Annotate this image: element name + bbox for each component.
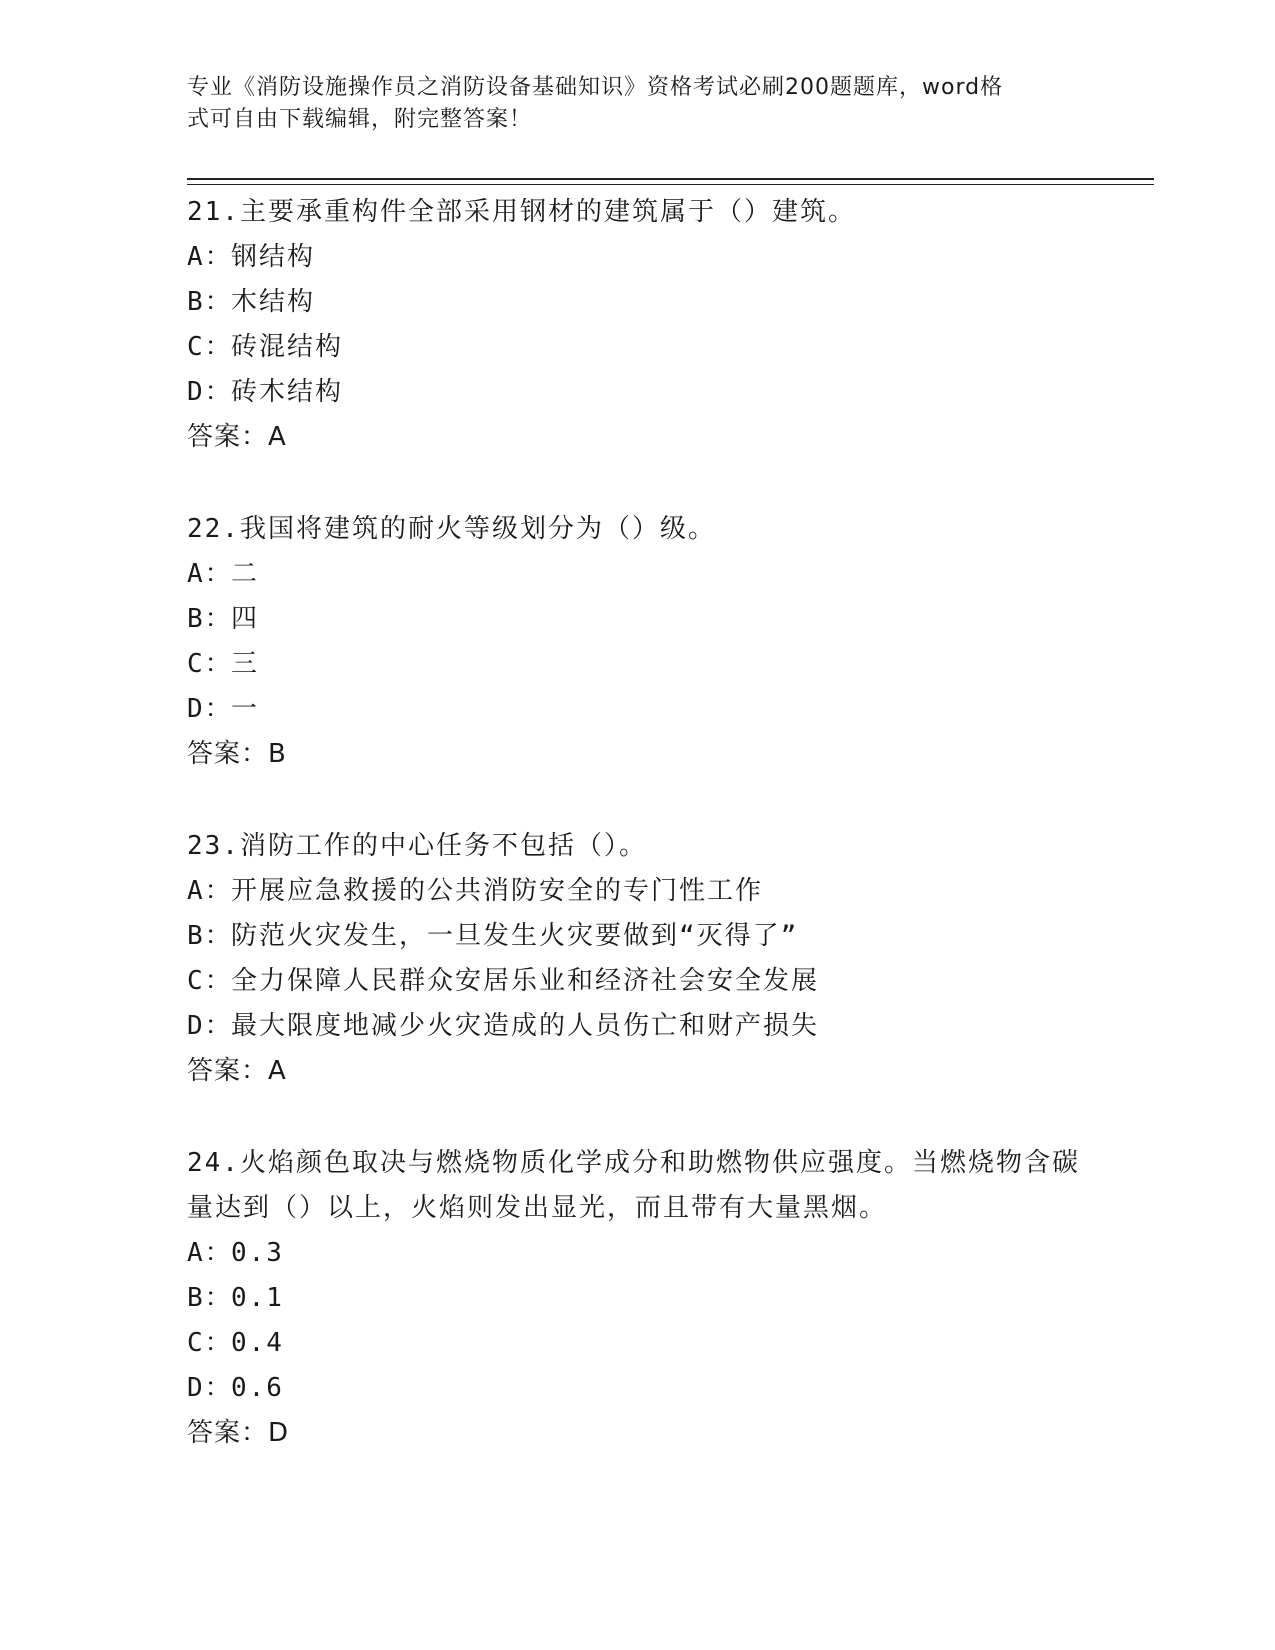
- option-a: [187, 235, 1087, 280]
- option-key: B：: [187, 921, 233, 951]
- question-23: [187, 824, 1087, 1094]
- question-22: [187, 507, 1087, 777]
- question-21: [187, 190, 1087, 460]
- option-key: A：: [187, 242, 233, 272]
- option-key: D：: [187, 377, 233, 407]
- option-c: [187, 642, 1087, 687]
- question-stem: 21.主要承重构件全部采用钢材的建筑属于（）建筑。: [187, 197, 856, 227]
- option-key: B：: [187, 604, 233, 634]
- option-key: D：: [187, 694, 233, 724]
- option-c: [187, 1321, 1087, 1366]
- answer-line: 答案：A: [187, 1056, 287, 1086]
- option-a: [187, 869, 1087, 914]
- option-d: [187, 1004, 1087, 1049]
- option-text: 0.6: [231, 1373, 284, 1403]
- option-d: [187, 1366, 1087, 1411]
- question-list: [187, 190, 1087, 1503]
- option-text: 全力保障人民群众安居乐业和经济社会安全发展: [231, 966, 820, 996]
- option-a: [187, 552, 1087, 597]
- document-header: [187, 72, 1087, 136]
- question-stem: 22.我国将建筑的耐火等级划分为（）级。: [187, 514, 716, 544]
- option-c: [187, 325, 1087, 370]
- option-key: A：: [187, 876, 233, 906]
- option-text: 防范火灾发生，一旦发生火灾要做到“灭得了”: [231, 921, 799, 951]
- option-text: 一: [231, 694, 260, 724]
- option-b: [187, 914, 1087, 959]
- option-text: 钢结构: [231, 242, 316, 272]
- option-text: 0.1: [231, 1283, 284, 1313]
- option-text: 四: [231, 604, 260, 634]
- question-stem: 23.消防工作的中心任务不包括（）。: [187, 831, 647, 861]
- option-text: 木结构: [231, 287, 316, 317]
- answer-line: 答案：A: [187, 422, 287, 452]
- answer-line: 答案：B: [187, 739, 287, 769]
- question-24: [187, 1141, 1087, 1456]
- option-text: 0.3: [231, 1238, 284, 1268]
- option-key: D：: [187, 1011, 233, 1041]
- option-text: 二: [231, 559, 260, 589]
- option-b: [187, 1276, 1087, 1321]
- header-line-2: 式可自由下载编辑，附完整答案！: [187, 107, 533, 132]
- option-d: [187, 370, 1087, 415]
- option-key: C：: [187, 1328, 233, 1358]
- option-text: 0.4: [231, 1328, 284, 1358]
- option-key: C：: [187, 332, 233, 362]
- option-text: 砖木结构: [231, 377, 344, 407]
- option-text: 最大限度地减少火灾造成的人员伤亡和财产损失: [231, 1011, 820, 1041]
- answer-line: 答案：D: [187, 1418, 290, 1448]
- question-stem: 24.火焰颜色取决与燃烧物质化学成分和助燃物供应强度。当燃烧物含碳量达到（）以上，火焰则发出显光，而且带有大量黑烟。: [187, 1148, 1080, 1223]
- option-b: [187, 280, 1087, 325]
- option-key: A：: [187, 1238, 233, 1268]
- option-text: 三: [231, 649, 260, 679]
- option-key: C：: [187, 649, 233, 679]
- option-text: 砖混结构: [231, 332, 344, 362]
- option-key: B：: [187, 1283, 233, 1313]
- option-c: [187, 959, 1087, 1004]
- option-key: A：: [187, 559, 233, 589]
- option-a: [187, 1231, 1087, 1276]
- option-d: [187, 687, 1087, 732]
- option-key: C：: [187, 966, 233, 996]
- header-line-1: 专业《消防设施操作员之消防设备基础知识》资格考试必刷200题题库，word格: [187, 75, 1004, 100]
- option-key: B：: [187, 287, 233, 317]
- option-key: D：: [187, 1373, 233, 1403]
- option-b: [187, 597, 1087, 642]
- header-divider: [187, 178, 1154, 185]
- option-text: 开展应急救援的公共消防安全的专门性工作: [231, 876, 764, 906]
